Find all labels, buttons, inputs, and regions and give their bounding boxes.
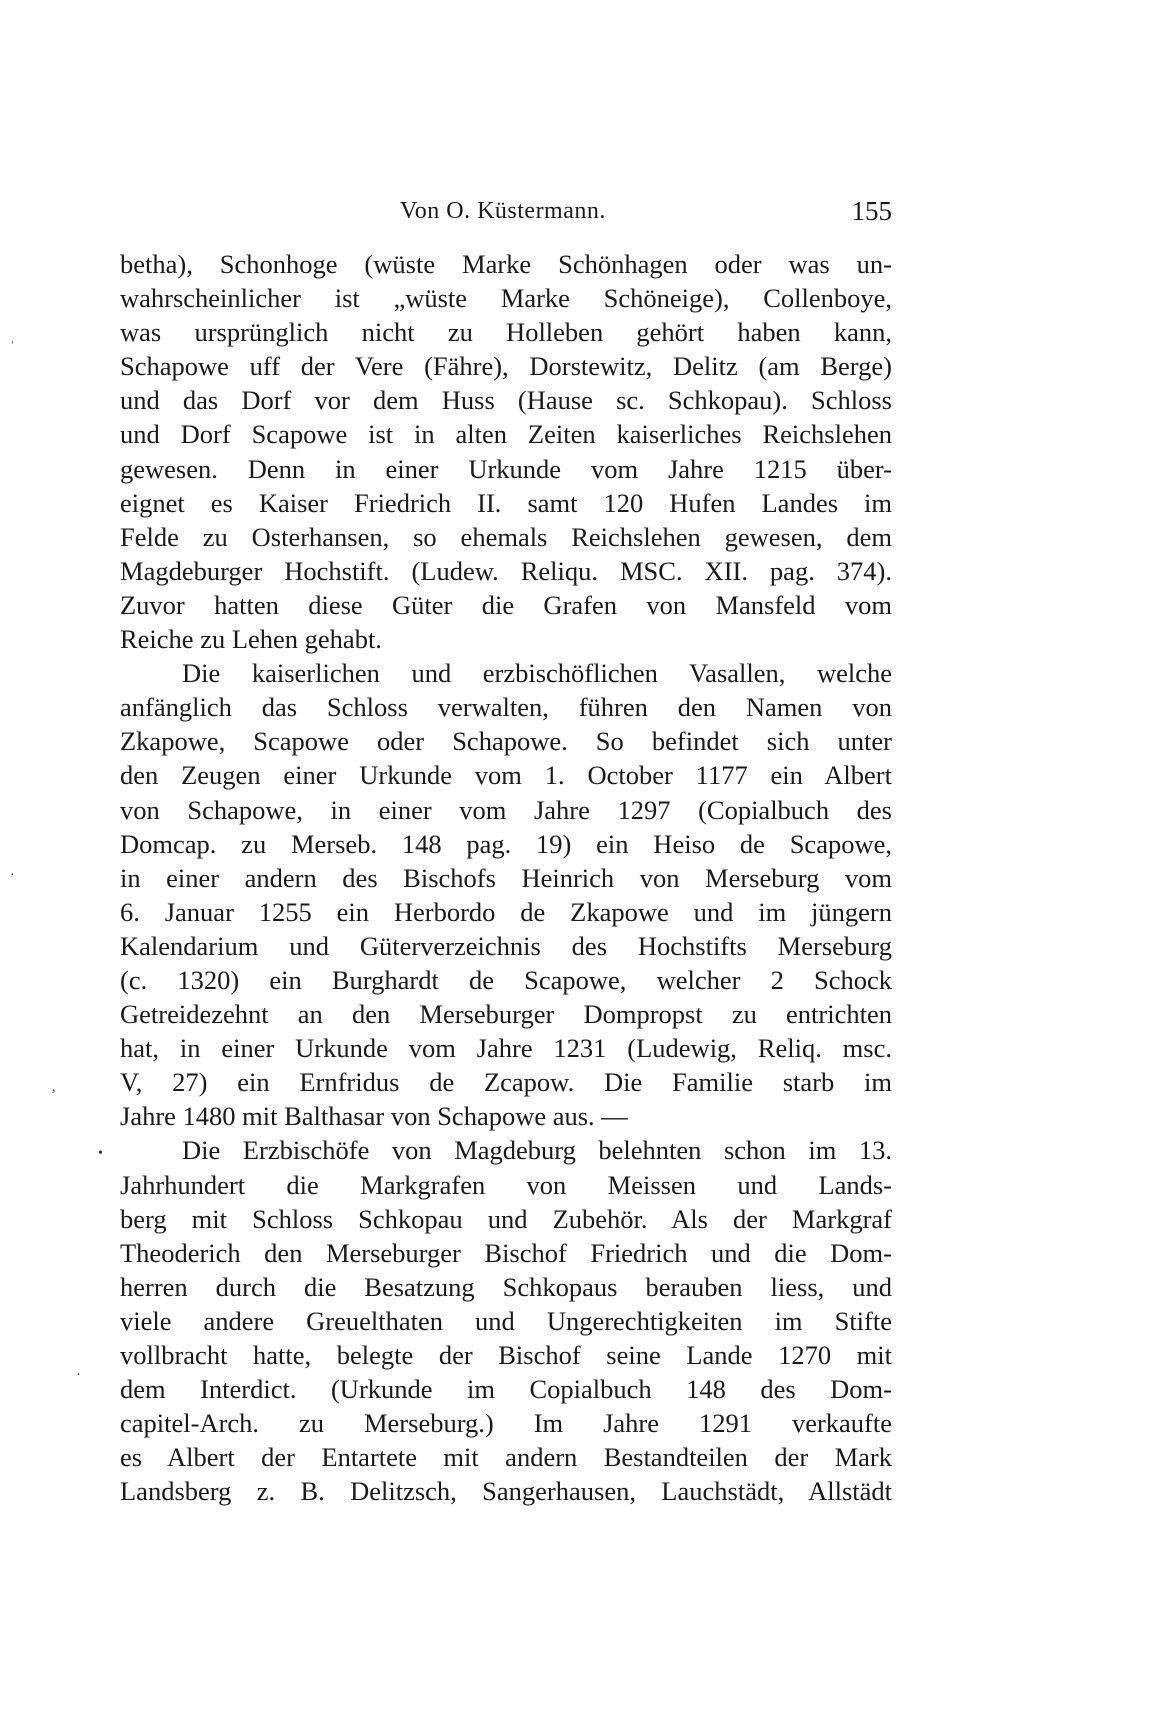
margin-speck: , bbox=[52, 1080, 56, 1095]
text-line: dem Interdict. (Urkunde im Copialbuch 148 des Dom- bbox=[120, 1374, 892, 1405]
text-line: und das Dorf vor dem Huss (Hause sc. Schkopau). Schloss bbox=[120, 385, 892, 416]
text-line: Landsberg z. B. Delitzsch, Sangerhausen, Lauchstädt, Allstädt bbox=[120, 1476, 892, 1507]
margin-speck: • bbox=[98, 1146, 103, 1161]
text-line: gewesen. Denn in einer Urkunde vom Jahre 1215 über- bbox=[120, 453, 892, 484]
text-line: Jahrhundert die Markgrafen von Meissen und Lands- bbox=[120, 1169, 892, 1200]
text-line: Kalendarium und Güterverzeichnis des Hochstifts Merseburg bbox=[120, 930, 892, 961]
page-header bbox=[120, 196, 892, 230]
text-line: den Zeugen einer Urkunde vom 1. October 1177 ein Albert bbox=[120, 760, 892, 791]
margin-speck: ˈ bbox=[10, 340, 15, 355]
text-line: in einer andern des Bischofs Heinrich von Merseburg vom bbox=[120, 862, 892, 893]
text-line: viele andere Greuelthaten und Ungerechtigkeiten im Stifte bbox=[120, 1305, 892, 1336]
text-line: berg mit Schloss Schkopau und Zubehör. Als der Markgraf bbox=[120, 1203, 892, 1234]
body-text bbox=[120, 247, 892, 1508]
text-line: Schapowe uff der Vere (Fähre), Dorstewitz, Delitz (am Berge) bbox=[120, 351, 892, 382]
text-line: V, 27) ein Ernfridus de Zcapow. Die Familie starb im bbox=[120, 1067, 892, 1098]
text-line: von Schapowe, in einer vom Jahre 1297 (Copialbuch des bbox=[120, 794, 892, 825]
text-line: Magdeburger Hochstift. (Ludew. Reliqu. MSC. XII. pag. 374). bbox=[120, 555, 892, 586]
text-line: vollbracht hatte, belegte der Bischof seine Lande 1270 mit bbox=[120, 1340, 892, 1370]
text-line: Jahre 1480 mit Balthasar von Schapowe aus. — bbox=[120, 1101, 628, 1132]
text-line: Getreidezehnt an den Merseburger Dompropst zu entrichten bbox=[120, 999, 892, 1030]
text-line: Die kaiserlichen und erzbischöflichen Vasallen, welche bbox=[182, 658, 892, 689]
text-line: anfänglich das Schloss verwalten, führen den Namen von bbox=[120, 692, 892, 723]
text-line: Zkapowe, Scapowe oder Schapowe. So befindet sich unter bbox=[120, 726, 892, 757]
margin-speck: · bbox=[76, 1368, 81, 1383]
text-line: herren durch die Besatzung Schkopaus berauben liess, und bbox=[120, 1271, 892, 1302]
text-line: wahrscheinlicher ist „wüste Marke Schöneige), Collenboye, bbox=[120, 283, 892, 314]
margin-speck: · bbox=[10, 868, 15, 883]
text-line: Reiche zu Lehen gehabt. bbox=[120, 624, 382, 655]
text-line: capitel-Arch. zu Merseburg.) Im Jahre 1291 verkaufte bbox=[120, 1408, 892, 1439]
text-line: eignet es Kaiser Friedrich II. samt 120 Hufen Landes im bbox=[120, 487, 892, 518]
page-number: 155 bbox=[851, 196, 892, 226]
text-line: 6. Januar 1255 ein Herbordo de Zkapowe und im jüngern bbox=[120, 896, 892, 927]
running-head: Von O. Küstermann. bbox=[400, 198, 606, 224]
text-line: was ursprünglich nicht zu Holleben gehört haben kann, bbox=[120, 317, 892, 348]
text-line: Die Erzbischöfe von Magdeburg belehnten schon im 13. bbox=[182, 1135, 892, 1166]
text-line: Felde zu Osterhansen, so ehemals Reichslehen gewesen, dem bbox=[120, 521, 892, 552]
text-line: (c. 1320) ein Burghardt de Scapowe, welcher 2 Schock bbox=[120, 964, 892, 995]
text-line: es Albert der Entartete mit andern Bestandteilen der Mark bbox=[120, 1442, 892, 1473]
text-line: betha), Schonhoge (wüste Marke Schönhagen oder was un- bbox=[120, 249, 892, 279]
text-line: und Dorf Scapowe ist in alten Zeiten kaiserliches Reichslehen bbox=[120, 419, 892, 450]
text-line: hat, in einer Urkunde vom Jahre 1231 (Ludewig, Reliq. msc. bbox=[120, 1033, 892, 1064]
text-line: Domcap. zu Merseb. 148 pag. 19) ein Heiso de Scapowe, bbox=[120, 828, 892, 859]
text-line: Theoderich den Merseburger Bischof Friedrich und die Dom- bbox=[120, 1237, 892, 1268]
text-line: Zuvor hatten diese Güter die Grafen von Mansfeld vom bbox=[120, 589, 892, 620]
